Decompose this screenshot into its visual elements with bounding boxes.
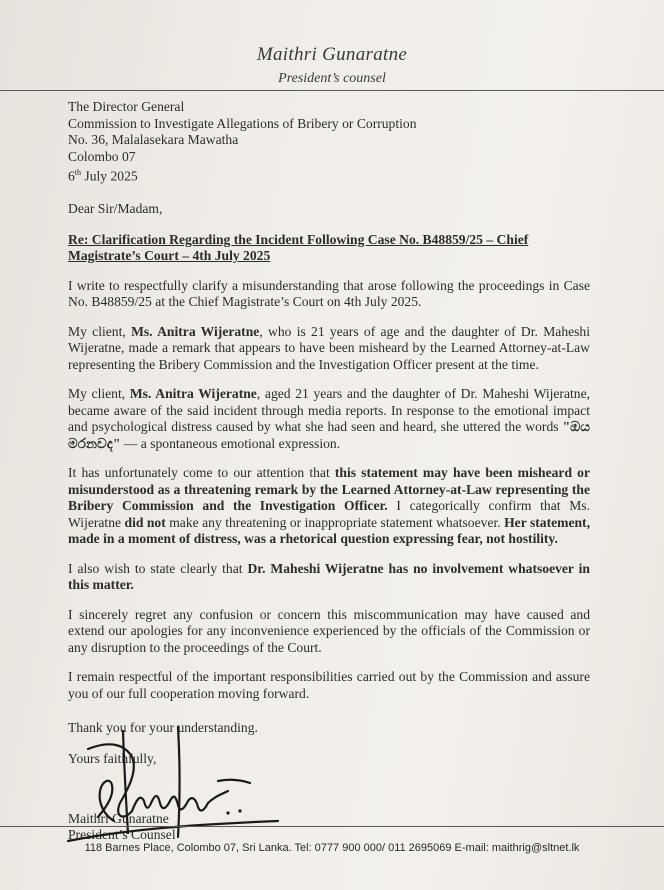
date-suffix: th — [74, 168, 82, 177]
letter-date — [68, 165, 590, 185]
paragraph-4 — [68, 465, 590, 548]
recipient-line: The Director General — [68, 99, 185, 114]
date-day: 6 — [68, 168, 75, 184]
bold-text: Dr. Maheshi Wijeratne has no involvement whatsoever in this matter. — [68, 560, 590, 593]
text-run: I also wish to state clearly that — [68, 560, 248, 576]
text-run: My client, — [68, 323, 132, 339]
recipient-line: Commission to Investigate Allegations of Bribery or Corruption — [68, 115, 417, 131]
paragraph-6: I sincerely regret any confusion or concern this miscommunication may have caused and extend our apologies for any inconvenience experienced by the officials of the Commission or any disruption to the proceedings of the Court. — [68, 606, 590, 655]
paragraph-7: I remain respectful of the important responsibilities carried out by the Commission and assure you of our full cooperation moving forward. — [68, 669, 590, 701]
quoted-words: "ඔය මරනවද" — [68, 419, 590, 451]
text-run: — a spontaneous emotional expression. — [120, 435, 341, 451]
bold-text: did not — [124, 514, 166, 530]
salutation: Dear Sir/Madam, — [68, 201, 163, 217]
text-run: , aged 21 years and the daughter of Dr. Maheshi Wijeratne, became aware of the said incident through media reports. In response to the emotional impact and psychological distress caused by what she had seen and heard, she uttered the words — [68, 386, 591, 435]
letter-body — [68, 99, 591, 842]
recipient-address — [68, 99, 590, 185]
signatory-name: Maithri Gunaratne — [68, 810, 169, 826]
paragraph-5 — [68, 561, 590, 594]
signatory-title: President’s Counsel — [68, 826, 176, 842]
text-run: It has unfortunately come to our attention that — [68, 465, 335, 481]
valediction: Yours faithfully, — [68, 750, 157, 766]
text-run: make any threatening or inappropriate statement whatsoever. — [165, 514, 505, 530]
client-name: Ms. Anitra Wijeratne — [131, 323, 260, 339]
recipient-line: No. 36, Malalasekara Mawatha — [68, 132, 239, 147]
letterhead-name: Maithri Gunaratne — [256, 44, 408, 65]
paragraph-1: I write to respectfully clarify a misunderstanding that arose following the proceedings in Case No. B48859/25 at the Chief Magistrate’s Court on 4th July 2025. — [68, 277, 590, 310]
handwritten-signature — [28, 721, 288, 851]
signature-block — [68, 743, 590, 842]
thank-you-line: Thank you for your understanding. — [68, 720, 258, 736]
letterhead — [0, 44, 664, 87]
letterhead-title: President’s counsel — [278, 71, 386, 86]
footer-contact: 118 Barnes Place, Colombo 07, Sri Lanka. Tel: 0777 900 000/ 011 2695069 E-mail: maithrig@sltnet.lk — [84, 842, 580, 854]
text-run: I categorically confirm that Ms. Wijeratne — [68, 498, 590, 530]
text-run: My client, — [68, 386, 130, 402]
paragraph-2 — [68, 324, 590, 374]
subject-line: Re: Clarification Regarding the Incident Following Case No. B48859/25 – Chief Magistrate’s Court – 4th July 2025 — [68, 231, 529, 264]
client-name: Ms. Anitra Wijeratne — [129, 386, 257, 402]
bold-text: Her statement, made in a moment of distress, was a rhetorical question expressing fear, not hostility. — [68, 514, 590, 547]
bold-text: this statement may have been misheard or misunderstood as a threatening remark by the Learned Attorney-at-Law representing the Bribery Commission and the Investigation Officer. — [68, 465, 590, 514]
paragraph-3 — [68, 386, 590, 452]
date-rest: July 2025 — [81, 168, 138, 184]
footer-divider — [0, 826, 664, 827]
header-divider — [0, 90, 664, 91]
text-run: , who is 21 years of age and the daughter of Dr. Maheshi Wijeratne, made a remark that appears to have been misheard by the Learned Attorney-at-Law representing the Bribery Commission and the Investigation Officer present at the time. — [68, 323, 591, 372]
recipient-line: Colombo 07 — [68, 148, 136, 164]
